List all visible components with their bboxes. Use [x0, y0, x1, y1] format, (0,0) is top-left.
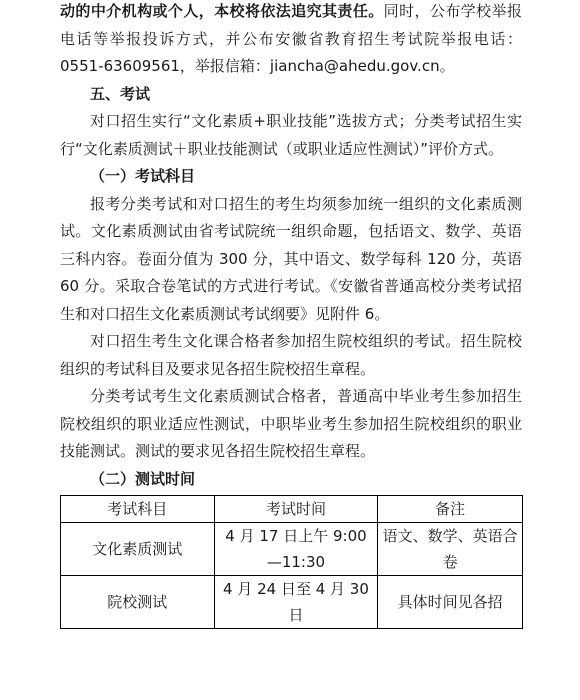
heading-exam-subjects: （一）考试科目: [90, 167, 196, 185]
table-cell: 文化素质测试: [61, 523, 215, 576]
paragraph-subjects-classified: 分类考试考生文化素质测试合格者，普通高中毕业考生参加招生院校组织的职业适应性测试，中职毕业考生参加招生院校组织的职业技能测试。测试的要求见各招生院校招生章程。: [60, 387, 522, 460]
table-cell: 4 月 24 日至 4 月 30 日: [214, 576, 378, 629]
heading-test-time: （二）测试时间: [90, 469, 196, 488]
test-time-table: [60, 495, 523, 629]
paragraph-subjects-counterpart: 对口招生考生文化课合格者参加招生院校组织的考试。招生院校组织的考试科目及要求见各招生院校招生章程。: [60, 332, 522, 378]
table-header-cell: 考试时间: [214, 496, 378, 523]
paragraph-reporting: [60, 0, 522, 81]
table-row: [61, 523, 523, 576]
table-header-cell: 考试科目: [61, 496, 215, 523]
table-header-cell: 备注: [378, 496, 523, 523]
table-cell: 具体时间见各招: [378, 576, 523, 629]
paragraph-subjects-culture: 报考分类考试和对口招生的考生均须参加统一组织的文化素质测试。文化素质测试由省考试院统一组织命题，包括语文、数学、英语三科内容。卷面分值为 300 分，其中语文、数学每科 120 分，英语 60 分。采取合卷笔试的方式进行考试。《安徽省普通高校分类考试招生和对口招生文化素质测试考试纲要》见附件 6。: [60, 194, 522, 323]
table-header-row: [61, 496, 523, 523]
table-cell: 语文、数学、英语合卷: [378, 523, 523, 576]
table-cell: 院校测试: [61, 576, 215, 629]
table-row: [61, 576, 523, 629]
paragraph-reporting-bold: 动的中介机构或个人，本校将依法追究其责任。: [60, 2, 384, 20]
table-cell: 4 月 17 日上午 9:00—11:30: [214, 523, 378, 576]
paragraph-reporting-rest: 同时，公布学校举报电话等举报投诉方式，并公布安徽省教育招生考试院举报电话：0551-63609561，举报信箱：jiancha@ahedu.gov.cn。: [60, 2, 522, 75]
heading-exam: 五、考试: [90, 84, 151, 103]
paragraph-exam-intro: 对口招生实行“文化素质+职业技能”选拔方式；分类考试招生实行“文化素质测试＋职业技能测试（或职业适应性测试）”评价方式。: [60, 112, 522, 158]
